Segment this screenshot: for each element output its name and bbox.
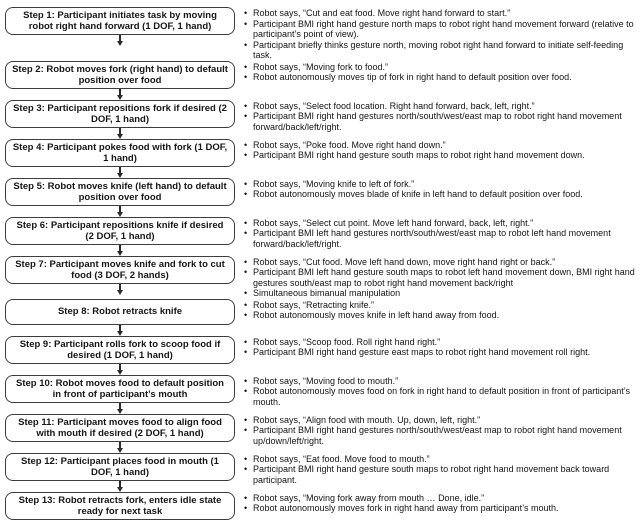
flow-column	[2, 299, 238, 336]
bullet-item: • Robot says, “Align food with mouth. Up, down, left, right.”	[244, 415, 636, 426]
down-arrow-icon	[117, 167, 123, 178]
arrow-head	[117, 41, 123, 46]
step-bullets	[238, 178, 638, 217]
bullet-item: • Robot says, “Moving knife to left of fork.”	[244, 179, 636, 190]
bullet-item: • Participant BMI right hand gestures north/south/west/east map to robot right hand movement up/down/left/right.	[244, 425, 636, 446]
down-arrow-icon	[117, 284, 123, 295]
step-box-label: Step 10: Robot moves food to default position in front of participant’s mouth	[16, 377, 224, 400]
step-box-label: Step 11: Participant moves food to align food with mouth if desired (2 DOF, 1 hand)	[18, 416, 222, 439]
step-box	[5, 375, 235, 403]
down-arrow-icon	[117, 481, 123, 492]
down-arrow-icon	[117, 403, 123, 414]
down-arrow-icon	[117, 35, 123, 46]
bullet-item: • Robot autonomously moves knife in left hand away from food.	[244, 310, 636, 321]
bullet-item: • Robot says, “Cut and eat food. Move right hand forward to start.”	[244, 8, 636, 19]
step-row	[2, 7, 638, 61]
flow-column	[2, 453, 238, 492]
step-box	[5, 178, 235, 206]
bullet-item: • Participant BMI left hand gesture south maps to robot left hand movement down, BMI right hand gestures south/east map to robot right hand movement back/right	[244, 267, 636, 288]
down-arrow-icon	[117, 364, 123, 375]
bullet-item: • Simultaneous bimanual manipulation	[244, 288, 636, 299]
step-bullets	[238, 139, 638, 178]
step-box-label: Step 12: Participant places food in mouth (1 DOF, 1 hand)	[21, 455, 219, 478]
step-box	[5, 7, 235, 35]
step-bullets	[238, 375, 638, 414]
bullet-item: • Robot autonomously moves food on fork in right hand to default position in front of participant’s mouth.	[244, 386, 636, 407]
bullet-item: • Participant BMI right hand gesture east maps to robot right hand movement roll right.	[244, 347, 636, 358]
down-arrow-icon	[117, 325, 123, 336]
step-box	[5, 414, 235, 442]
bullet-item: • Robot says, “Retracting knife.”	[244, 300, 636, 311]
flow-column	[2, 375, 238, 414]
arrow-head	[117, 290, 123, 295]
step-box	[5, 217, 235, 245]
step-row	[2, 61, 638, 100]
step-bullets	[238, 414, 638, 453]
bullet-item: • Robot autonomously moves fork in right hand away from participant’s mouth.	[244, 503, 636, 514]
bullet-item: • Robot says, “Eat food. Move food to mouth.”	[244, 454, 636, 465]
step-bullets	[238, 61, 638, 100]
bullet-item: • Robot says, “Moving fork away from mouth … Done, idle.”	[244, 493, 636, 504]
step-bullets	[238, 299, 638, 336]
step-row	[2, 217, 638, 256]
step-box-label: Step 4: Participant pokes food with fork (1 DOF, 1 hand)	[12, 141, 228, 164]
step-row	[2, 336, 638, 375]
step-row	[2, 414, 638, 453]
step-box-label: Step 1: Participant initiates task by moving robot right hand forward (1 DOF, 1 hand)	[23, 10, 217, 32]
step-box-label: Step 5: Robot moves knife (left hand) to default position over food	[13, 180, 227, 203]
step-row	[2, 299, 638, 336]
bullet-item: • Robot says, “Poke food. Move right hand down.”	[244, 140, 636, 151]
step-box	[5, 61, 235, 89]
bullet-item: • Robot says, “Cut food. Move left hand down, move right hand right or back.”	[244, 257, 636, 268]
down-arrow-icon	[117, 442, 123, 453]
step-row	[2, 178, 638, 217]
bullet-item: • Participant BMI right hand gesture south maps to robot right hand movement back toward participant.	[244, 464, 636, 485]
flow-column	[2, 336, 238, 375]
step-box	[5, 139, 235, 167]
flow-column	[2, 178, 238, 217]
bullet-item: • Robot autonomously moves tip of fork in right hand to default position over food.	[244, 72, 636, 83]
step-row	[2, 100, 638, 139]
step-box-label: Step 7: Participant moves knife and fork to cut food (3 DOF, 2 hands)	[15, 258, 225, 281]
down-arrow-icon	[117, 89, 123, 100]
flow-column	[2, 492, 238, 529]
step-bullets	[238, 256, 638, 299]
step-box-label: Step 8: Robot retracts knife	[57, 306, 183, 317]
step-row	[2, 139, 638, 178]
step-box	[5, 453, 235, 481]
bullet-item: • Robot autonomously moves blade of knife in left hand to default position over food.	[244, 189, 636, 200]
step-bullets	[238, 492, 638, 529]
down-arrow-icon	[117, 128, 123, 139]
step-box-label: Step 9: Participant rolls fork to scoop food if desired (1 DOF, 1 hand)	[19, 338, 221, 361]
step-box	[5, 336, 235, 364]
step-bullets	[238, 7, 638, 61]
flow-column	[2, 256, 238, 299]
flow-column	[2, 217, 238, 256]
step-bullets	[238, 217, 638, 256]
flow-column	[2, 61, 238, 100]
step-box	[5, 256, 235, 284]
step-row	[2, 256, 638, 299]
step-row	[2, 453, 638, 492]
bullet-item: • Participant briefly thinks gesture north, moving robot right hand forward to initiate self-feeding task.	[244, 40, 636, 61]
bullet-item: • Participant BMI right hand gesture south maps to robot right hand movement down.	[244, 150, 636, 161]
bullet-item: • Participant BMI left hand gestures north/south/west/east map to robot left hand movement forward/back/left/right.	[244, 228, 636, 249]
step-box	[5, 100, 235, 128]
step-row	[2, 375, 638, 414]
bullet-item: • Robot says, “Select cut point. Move left hand forward, back, left, right.”	[244, 218, 636, 229]
bullet-item: • Participant BMI right hand gesture north maps to robot right hand movement forward (relative to participant’s point of view).	[244, 19, 636, 40]
flow-column	[2, 139, 238, 178]
step-box	[5, 492, 235, 520]
bullet-item: • Robot says, “Select food location. Right hand forward, back, left, right.”	[244, 101, 636, 112]
bullet-item: • Robot says, “Moving food to mouth.”	[244, 376, 636, 387]
step-box-label: Step 13: Robot retracts fork, enters idle state ready for next task	[18, 494, 222, 517]
step-row	[2, 492, 638, 529]
step-box-label: Step 2: Robot moves fork (right hand) to default position over food	[12, 63, 228, 86]
flow-column	[2, 7, 238, 61]
step-box-label: Step 3: Participant repositions fork if desired (2 DOF, 1 hand)	[13, 102, 227, 125]
bullet-item: • Robot says, “Scoop food. Roll right hand right.”	[244, 337, 636, 348]
down-arrow-icon	[117, 206, 123, 217]
bullet-item: • Robot says, “Moving fork to food.”	[244, 62, 636, 73]
step-bullets	[238, 336, 638, 375]
flow-column	[2, 414, 238, 453]
bullet-item: • Participant BMI right hand gestures north/south/west/east map to robot right hand movement forward/back/left/right.	[244, 111, 636, 132]
down-arrow-icon	[117, 245, 123, 256]
step-box-label: Step 6: Participant repositions knife if desired (2 DOF, 1 hand)	[16, 219, 224, 242]
flow-column	[2, 100, 238, 139]
step-box	[5, 299, 235, 325]
step-bullets	[238, 453, 638, 492]
step-bullets	[238, 100, 638, 139]
